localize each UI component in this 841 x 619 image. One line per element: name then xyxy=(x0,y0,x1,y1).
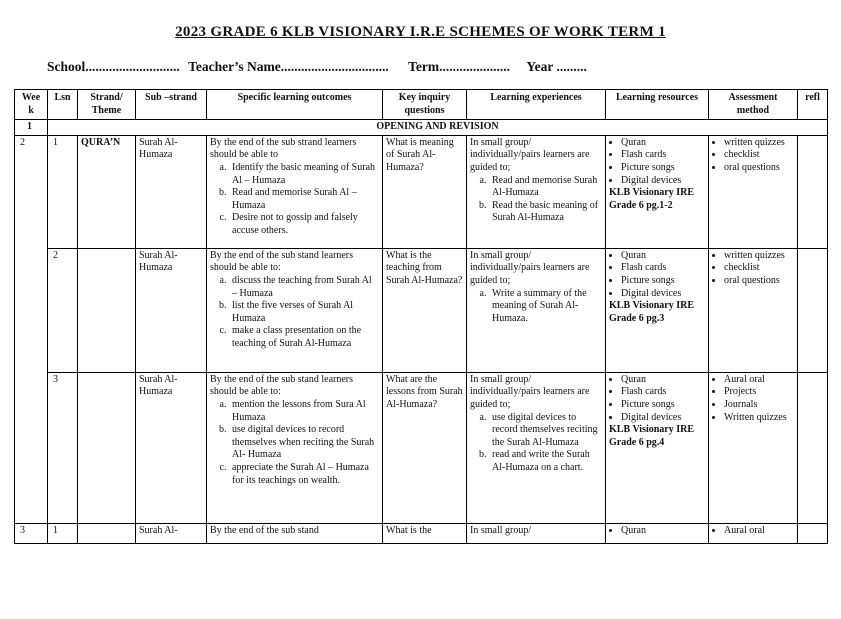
resource-item: • Quran xyxy=(621,137,705,150)
resources-cell xyxy=(606,372,709,523)
experiences-list xyxy=(470,288,602,326)
resource-item: • Picture songs xyxy=(621,399,705,412)
header-outcomes: Specific learning outcomes xyxy=(207,90,383,120)
experiences-list xyxy=(470,175,602,225)
outcome-item: a. discuss the teaching from Surah Al – Humaza xyxy=(229,275,379,300)
experiences-intro: In small group/ individually/pairs learners are guided to; xyxy=(470,249,590,286)
experiences-cell xyxy=(467,135,606,248)
experiences-cell xyxy=(467,248,606,372)
strand-cell xyxy=(78,372,136,523)
outcome-item: b. list the five verses of Surah Al Humaza xyxy=(229,300,379,325)
header-refl: refl xyxy=(798,90,828,120)
refl-cell xyxy=(798,523,828,543)
header-week: Week xyxy=(15,90,48,120)
outcomes-cell xyxy=(207,135,383,248)
assessment-item: • Aural oral xyxy=(724,525,794,538)
assessment-item: • checklist xyxy=(724,262,794,275)
resource-item: • Digital devices xyxy=(621,412,705,425)
experience-item: a. Read and memorise Surah Al-Humaza xyxy=(489,175,602,200)
outcome-item: a. Identify the basic meaning of Surah Al – Humaza xyxy=(229,162,379,187)
document-page xyxy=(0,24,841,619)
resources-cell xyxy=(606,248,709,372)
assessment-cell xyxy=(709,372,798,523)
assessment-cell xyxy=(709,248,798,372)
outcomes-intro: By the end of the sub stand learners should be able to: xyxy=(210,249,354,274)
outcomes-intro: By the end of the sub strand learners should be able to xyxy=(210,136,357,161)
inquiry-cell: What is meaning of Surah Al-Humaza? xyxy=(383,135,467,248)
outcomes-cell xyxy=(207,248,383,372)
experience-item: b. Read the basic meaning of Surah Al-Humaza xyxy=(489,200,602,225)
resources-cell xyxy=(606,135,709,248)
resource-item: • Picture songs xyxy=(621,275,705,288)
resource-book-ref: KLB Visionary IRE Grade 6 pg.4 xyxy=(609,424,695,448)
outcome-item: c. appreciate the Surah Al – Humaza for its teachings on wealth. xyxy=(229,462,379,487)
header-experiences: Learning experiences xyxy=(467,90,606,120)
assessment-list xyxy=(712,525,794,541)
outcome-item: b. use digital devices to record themselves when reciting the Surah Al- Humaza xyxy=(229,424,379,462)
header-lsn: Lsn xyxy=(48,90,78,120)
experience-item: a. Write a summary of the meaning of Surah Al-Humaza. xyxy=(489,288,602,326)
resource-item: • Quran xyxy=(621,525,705,538)
experiences-intro: In small group/ xyxy=(470,524,532,536)
resources-list xyxy=(609,137,705,187)
experiences-intro: In small group/ individually/pairs learners are guided to; xyxy=(470,136,590,173)
resource-item: • Quran xyxy=(621,250,705,263)
header-assessment: Assessment method xyxy=(709,90,798,120)
resource-item: • Flash cards xyxy=(621,149,705,162)
header-strand: Strand/ Theme xyxy=(78,90,136,120)
resource-item: • Quran xyxy=(621,374,705,387)
assessment-item: • written quizzes xyxy=(724,137,794,150)
outcomes-list xyxy=(210,162,379,238)
strand-text xyxy=(81,525,132,541)
header-substrand: Sub –strand xyxy=(136,90,207,120)
week-cell: 2 xyxy=(15,135,48,523)
refl-cell xyxy=(798,248,828,372)
resources-cell xyxy=(606,523,709,543)
lesson-number: 1 xyxy=(53,524,58,536)
header-inquiry: Key inquiry questions xyxy=(383,90,467,120)
strand-cell xyxy=(78,248,136,372)
experiences-intro: In small group/ individually/pairs learners are guided to; xyxy=(470,373,590,410)
resources-list xyxy=(609,374,705,424)
inquiry-cell: What are the lessons from Surah Al-Humaza? xyxy=(383,372,467,523)
scheme-of-work-table xyxy=(14,89,828,544)
school-field: School............................ xyxy=(47,59,180,74)
resource-item: • Digital devices xyxy=(621,288,705,301)
table-row xyxy=(15,248,828,372)
assessment-item: • oral questions xyxy=(724,275,794,288)
assessment-item: • oral questions xyxy=(724,162,794,175)
inquiry-cell xyxy=(383,523,467,543)
term-field: Term..................... xyxy=(408,59,510,74)
lesson-cell: 1 xyxy=(48,135,78,248)
outcomes-list xyxy=(210,275,379,351)
refl-cell xyxy=(798,372,828,523)
assessment-item: • checklist xyxy=(724,149,794,162)
table-row xyxy=(15,372,828,523)
year-field: Year ......... xyxy=(526,59,587,74)
outcomes-cell xyxy=(207,523,383,543)
inquiry-cell: What is the teaching from Surah Al-Humaza? xyxy=(383,248,467,372)
assessment-list xyxy=(712,374,794,424)
experiences-list xyxy=(470,412,602,475)
substrand-cell: Surah Al-Humaza xyxy=(136,135,207,248)
week-number: 3 xyxy=(20,524,25,536)
assessment-cell xyxy=(709,523,798,543)
info-line xyxy=(47,59,841,75)
substrand-cell: Surah Al-Humaza xyxy=(136,372,207,523)
resources-list xyxy=(609,525,705,541)
outcome-item: c. make a class presentation on the teaching of Surah Al-Humaza xyxy=(229,325,379,350)
week-cell xyxy=(15,523,48,543)
outcomes-intro: By the end of the sub stand learners should be able to: xyxy=(210,373,354,398)
experiences-cell xyxy=(467,523,606,543)
experiences-cell xyxy=(467,372,606,523)
lesson-cell: 3 xyxy=(48,372,78,523)
assessment-item: • Written quizzes xyxy=(724,412,794,425)
resources-list xyxy=(609,250,705,300)
assessment-list xyxy=(712,250,794,288)
teacher-name-field: Teacher’s Name................................ xyxy=(188,59,389,74)
assessment-item: • written quizzes xyxy=(724,250,794,263)
lesson-cell: 2 xyxy=(48,248,78,372)
outcomes-intro: By the end of the sub stand xyxy=(210,524,319,536)
table-row xyxy=(15,135,828,248)
assessment-item: • Projects xyxy=(724,386,794,399)
resource-book-ref: KLB Visionary IRE Grade 6 pg.3 xyxy=(609,300,695,324)
experience-item: b. read and write the Surah Al-Humaza on a chart. xyxy=(489,449,602,474)
opening-revision-label: OPENING AND REVISION xyxy=(48,120,828,136)
outcomes-list xyxy=(210,399,379,487)
outcome-item: b. Read and memorise Surah Al – Humaza xyxy=(229,187,379,212)
substrand-cell xyxy=(136,523,207,543)
week-cell: 1 xyxy=(15,120,48,136)
resource-item: • Flash cards xyxy=(621,386,705,399)
resource-book-ref: KLB Visionary IRE Grade 6 pg.1-2 xyxy=(609,187,695,211)
resource-item: • Picture songs xyxy=(621,162,705,175)
experience-item: a. use digital devices to record themselves reciting the Surah Al-Humaza xyxy=(489,412,602,450)
header-resources: Learning resources xyxy=(606,90,709,120)
assessment-item: • Aural oral xyxy=(724,374,794,387)
resource-item: • Flash cards xyxy=(621,262,705,275)
assessment-cell xyxy=(709,135,798,248)
substrand-text: Surah Al- xyxy=(139,524,178,536)
table-row xyxy=(15,523,828,543)
inquiry-text: What is the xyxy=(386,524,432,536)
outcome-item: c. Desire not to gossip and falsely accuse others. xyxy=(229,212,379,237)
resource-item: • Digital devices xyxy=(621,175,705,188)
strand-cell: QURA’N xyxy=(78,135,136,248)
outcomes-cell xyxy=(207,372,383,523)
table-header-row xyxy=(15,90,828,120)
lesson-cell xyxy=(48,523,78,543)
strand-cell xyxy=(78,523,136,543)
assessment-item: • Journals xyxy=(724,399,794,412)
assessment-list xyxy=(712,137,794,175)
opening-revision-row xyxy=(15,120,828,136)
document-title: 2023 GRADE 6 KLB VISIONARY I.R.E SCHEMES OF WORK TERM 1 xyxy=(175,24,666,40)
refl-cell xyxy=(798,135,828,248)
outcome-item: a. mention the lessons from Sura Al Humaza xyxy=(229,399,379,424)
substrand-cell: Surah Al-Humaza xyxy=(136,248,207,372)
